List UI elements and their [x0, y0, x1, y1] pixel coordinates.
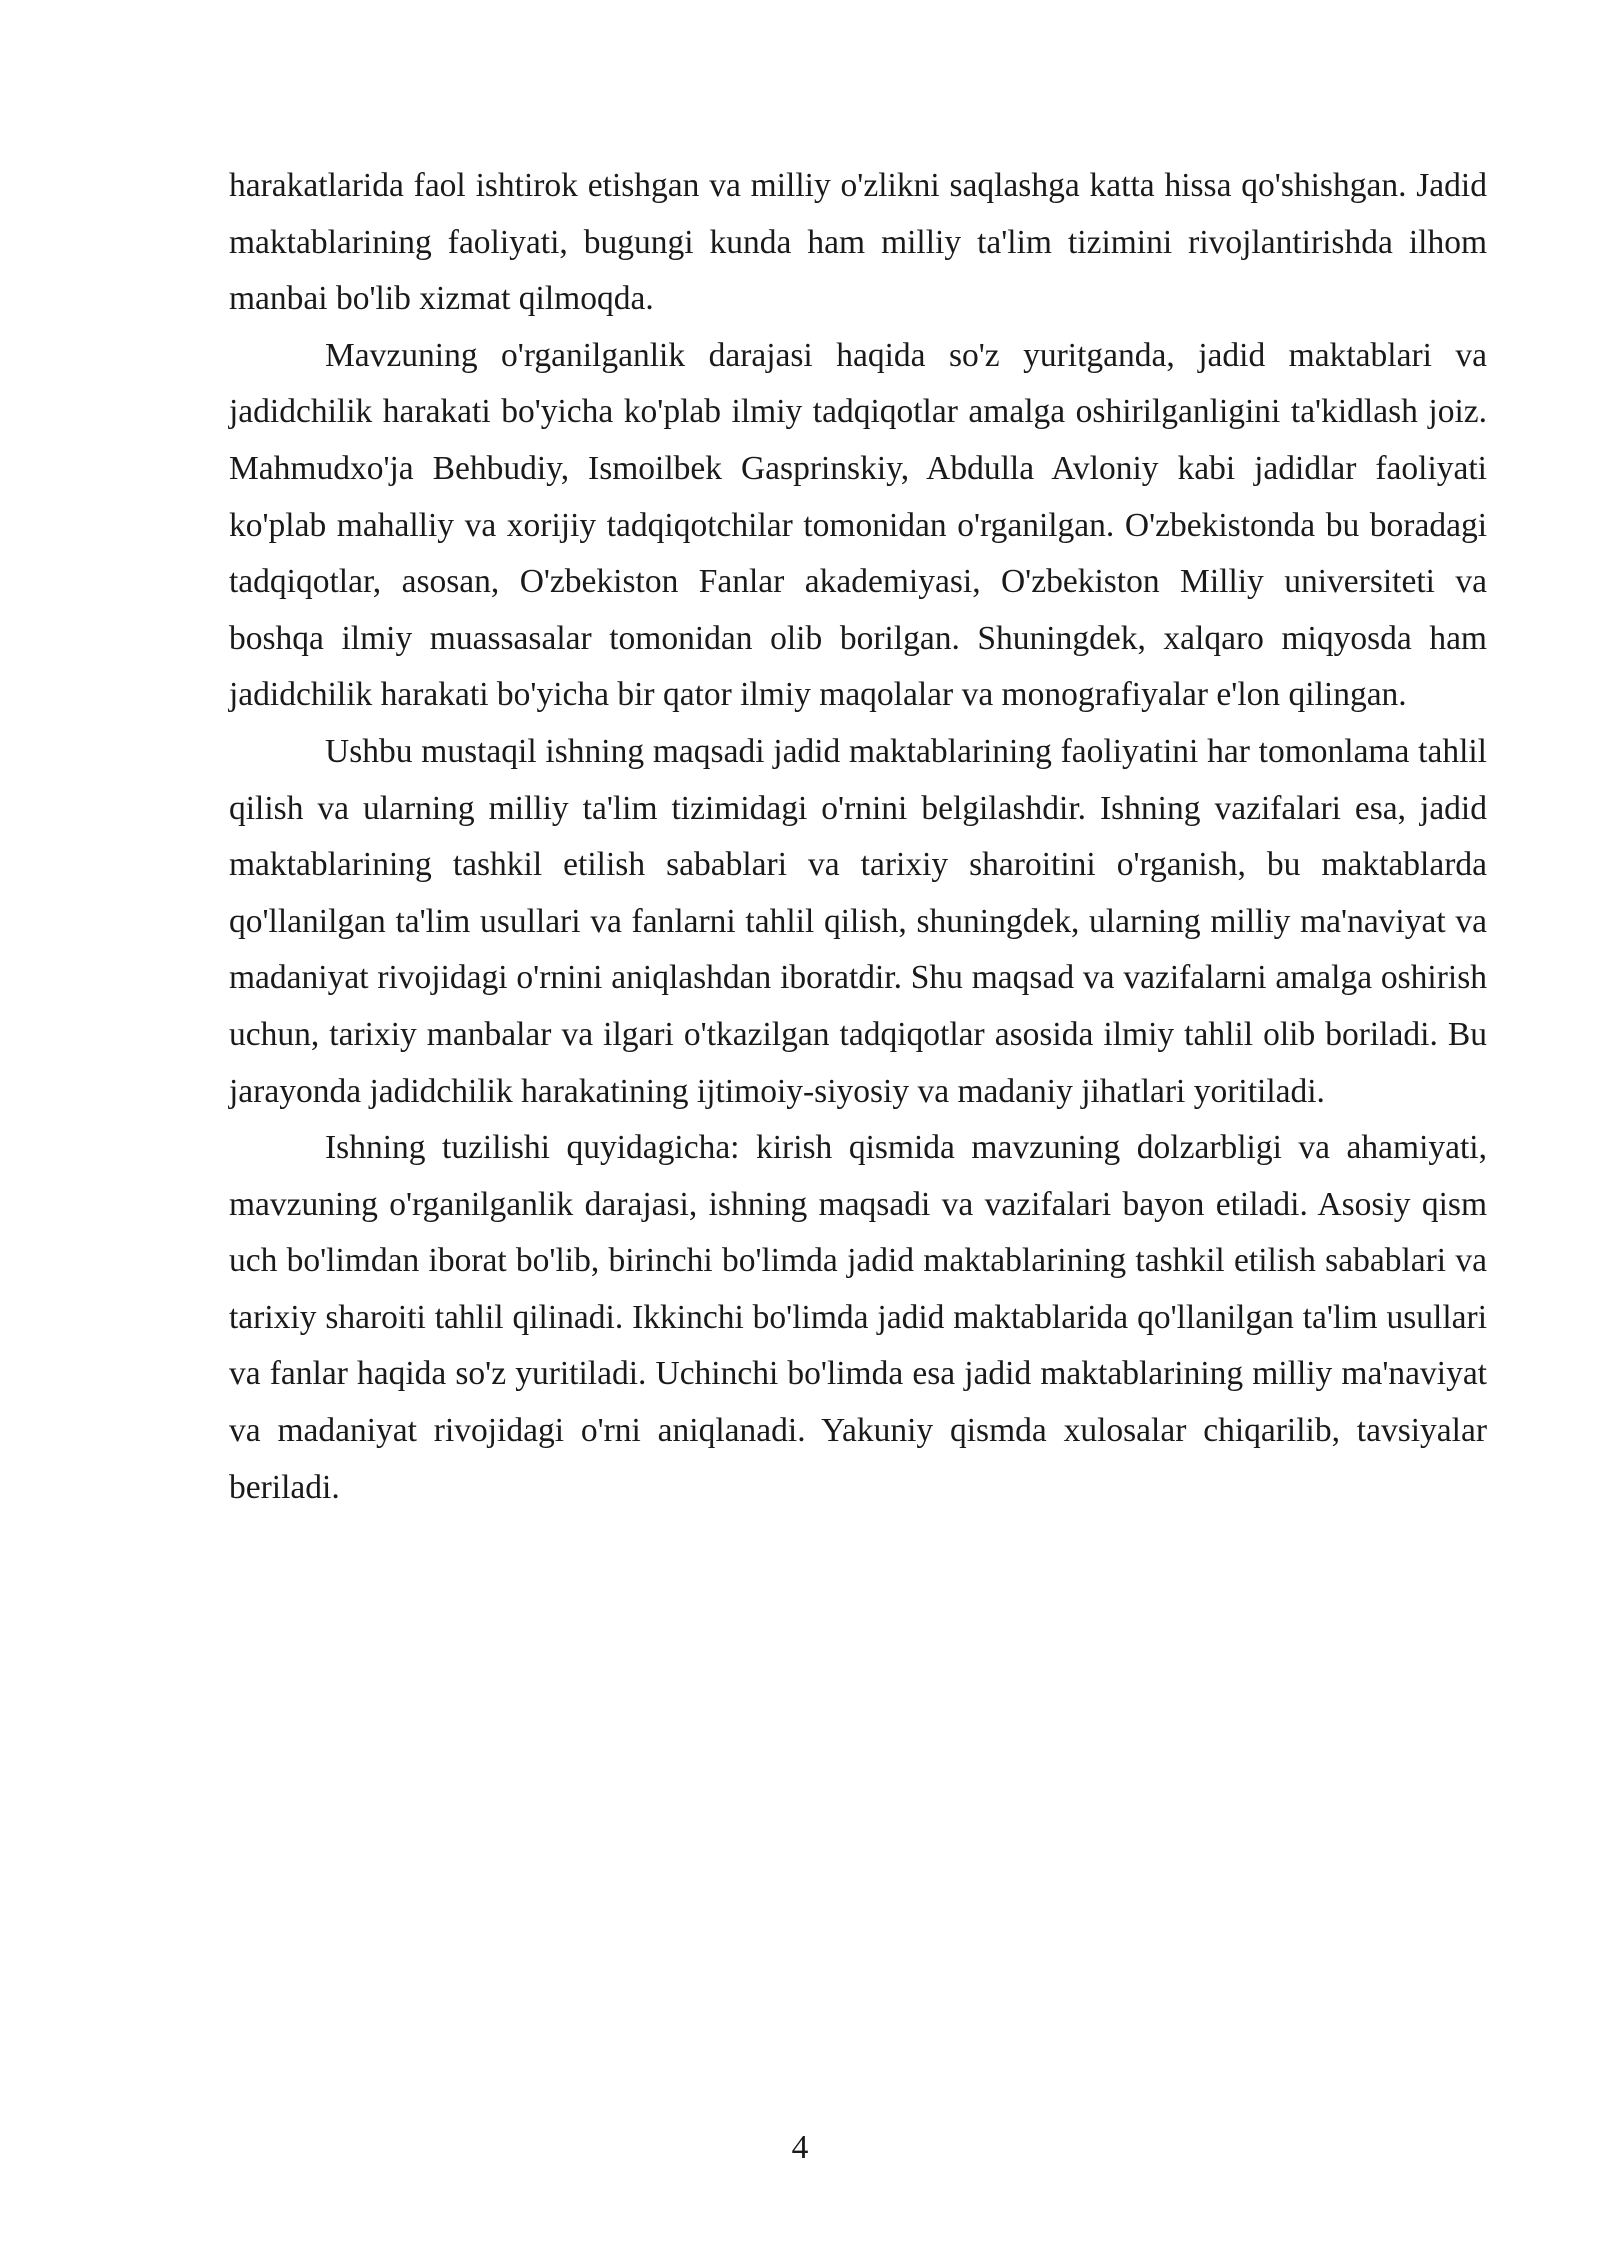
- paragraph-continuation: harakatlarida faol ishtirok etishgan va milliy o'zlikni saqlashga katta hissa qo'shishgan. Jadid maktablarining faoliyati, bugungi kunda ham milliy ta'lim tizimini rivojlantirishda ilhom manbai bo'lib xizmat qilmoqda.: [229, 167, 1487, 318]
- paragraph-goals-tasks: Ushbu mustaqil ishning maqsadi jadid maktablarining faoliyatini har tomonlama tahlil qilish va ularning milliy ta'lim tizimidagi o'rnini belgilashdir. Ishning vazifalari esa, jadid maktablarining tashkil etilish sabablari va tarixiy sharoitini o'rganish, bu maktablarda qo'llanilgan ta'lim usullari va fanlarni tahlil qilish, shuningdek, ularning milliy ma'naviyat va madaniyat rivojidagi o'rnini aniqlashdan iboratdir. Shu maqsad va vazifalarni amalga oshirish uchun, tarixiy manbalar va ilgari o'tkazilgan tadqiqotlar asosida ilmiy tahlil olib boriladi. Bu jarayonda jadidchilik harakatining ijtimoiy-siyosiy va madaniy jihatlari yoritiladi.: [229, 732, 1487, 1110]
- document-body: [229, 158, 1487, 1516]
- paragraph-structure: Ishning tuzilishi quyidagicha: kirish qismida mavzuning dolzarbligi va ahamiyati, mavzuning o'rganilganlik darajasi, ishning maqsadi va vazifalari bayon etiladi. Asosiy qism uch bo'limdan iborat bo'lib, birinchi bo'limda jadid maktablarining tashkil etilish sabablari va tarixiy sharoiti tahlil qilinadi. Ikkinchi bo'limda jadid maktablarida qo'llanilgan ta'lim usullari va fanlar haqida so'z yuritiladi. Uchinchi bo'limda esa jadid maktablarining milliy ma'naviyat va madaniyat rivojidagi o'rni aniqlanadi. Yakuniy qismda xulosalar chiqarilib, tavsiyalar beriladi.: [229, 1129, 1487, 1506]
- page-number: 4: [791, 2129, 809, 2166]
- paragraph-research-status: Mavzuning o'rganilganlik darajasi haqida so'z yuritganda, jadid maktablari va jadidchilik harakati bo'yicha ko'plab ilmiy tadqiqotlar amalga oshirilganligini ta'kidlash joiz. Mahmudxo'ja Behbudiy, Ismoilbek Gasprinskiy, Abdulla Avloniy kabi jadidlar faoliyati ko'plab mahalliy va xorijiy tadqiqotchilar tomonidan o'rganilgan. O'zbekistonda bu boradagi tadqiqotlar, asosan, O'zbekiston Fanlar akademiyasi, O'zbekiston Milliy universiteti va boshqa ilmiy muassasalar tomonidan olib borilgan. Shuningdek, xalqaro miqyosda ham jadidchilik harakati bo'yicha bir qator ilmiy maqolalar va monografiyalar e'lon qilingan.: [229, 336, 1487, 714]
